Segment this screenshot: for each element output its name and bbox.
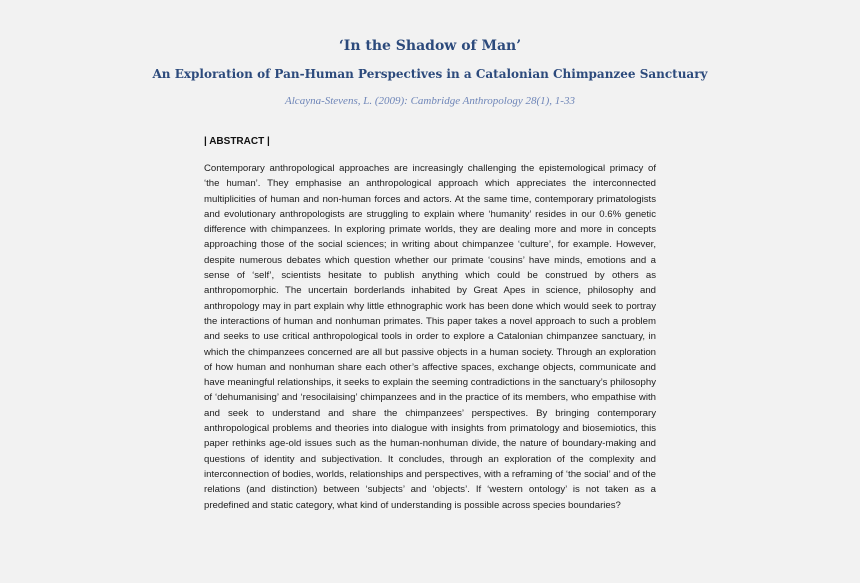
abstract-text: Contemporary anthropological approaches are increasingly challenging the epistemological primacy of ‘the human’. They emphasise an anthropological approach which appreciates the interconnected multiplicities of human and non-human forces and actors. At the same time, contemporary primatologists and evolutionary anthropologists are struggling to explain where ‘humanity’ resides in our 0.6% genetic difference with chimpanzees. In exploring primate worlds, they are dealing more and more in concepts approaching those of the social sciences; in writing about chimpanzee ‘culture’, for example. However, despite numerous debates which question whether our primate ‘cousins’ have minds, emotions and a sense of ‘self’, scientists hesitate to publish anything which could be construed by others as anthropomorphic. The uncertain borderlands inhabited by Great Apes in science, philosophy and anthropology may in part explain why little ethnographic work has been done which would seek to portray the interactions of human and nonhuman primates. This paper takes a novel approach to such a problem and seeks to use critical anthropological tools in order to explore a Catalonian chimpanzee sanctuary, in which the chimpanzees concerned are all but passive objects in a human society. Through an exploration of how human and nonhuman share each other’s affective spaces, exchange objects, communicate and have meaningful relationships, it seeks to explain the seeming contradictions in the sanctuary’s philosophy of ‘dehumanising’ and ‘resocilaising’ chimpanzees and in the practice of its members, who empathise with and seek to understand and share the chimpanzees’ perspectives. By bringing contemporary anthropological problems and theories into dialogue with insights from primatology and biosemiotics, this paper rethinks age-old issues such as the human-nonhuman divide, the nature of boundary-making and questions of identity and subjectivation. It concludes, through an exploration of the complexity and interconnection of bodies, worlds, relationships and perspectives, with a reframing of ‘the social’ and of the relations (and distinction) between ‘subjects’ and ‘objects’. If ‘western ontology’ is not taken as a predefined and static category, what kind of understanding is possible across species boundaries?: [204, 163, 656, 511]
paper-citation: Alcayna-Stevens, L. (2009): Cambridge Anthropology 28(1), 1-33: [285, 95, 575, 107]
paper-title: ‘In the Shadow of Man’: [338, 38, 522, 54]
paper-subtitle: An Exploration of Pan-Human Perspectives in a Catalonian Chimpanzee Sanctuary: [152, 67, 708, 81]
abstract-heading: | ABSTRACT |: [204, 136, 270, 147]
